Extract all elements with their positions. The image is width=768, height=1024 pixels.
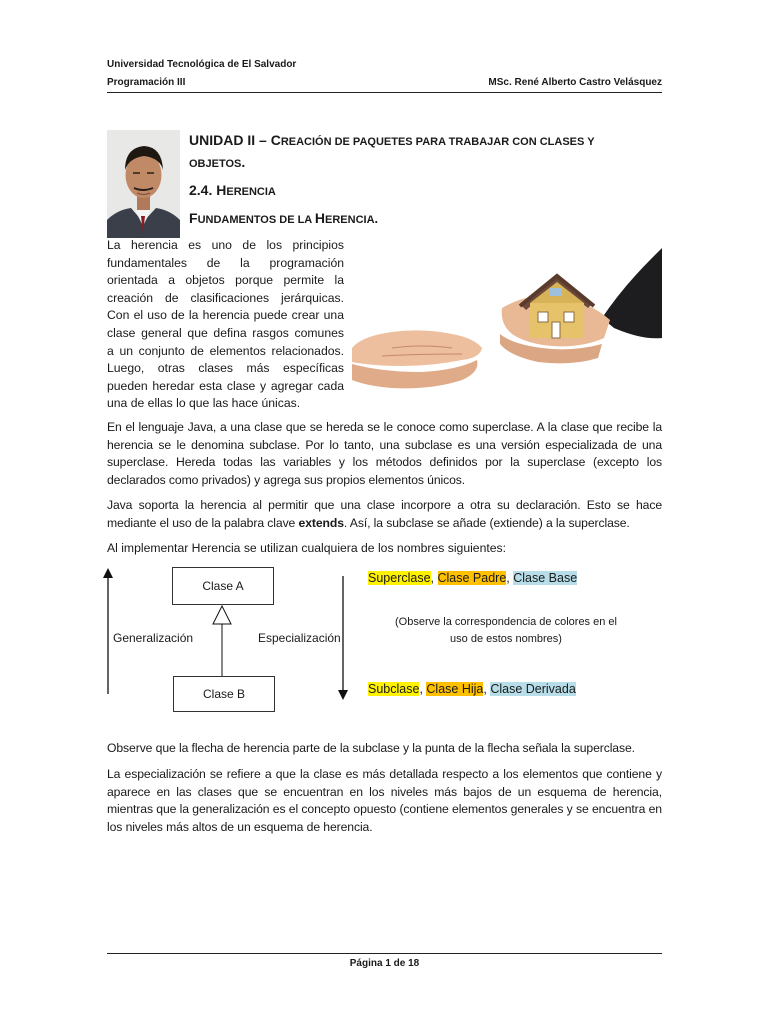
header-rule <box>107 92 662 93</box>
name-clase-base: Clase Base <box>513 571 578 585</box>
paragraph-specialization: La especialización se refiere a que la clase es más detallada respecto a los elementos que contiene y aparece en las clases que se encuentran en los niveles más bajos de un esquema de herencia, mientras que la generalización es el concepto opuesto (contiene elementos generales y se encuentra en los niveles más altos de un esquema de herencia. <box>107 767 662 834</box>
intro-paragraph: La herencia es uno de los principios fundamentales de la programación orientada a objetos porque permite la creación de clasificaciones jerárquicas. Con el uso de la herencia puede crear una clase general que defina rasgos comunes a un conjunto de elementos relacionados. Luego, otras clases más específicas pueden heredar esta clase y agregar cada una de ellas lo que las hace únicas. <box>107 238 344 411</box>
name-superclase: Superclase <box>368 571 431 585</box>
class-b-box: Clase B <box>173 676 275 712</box>
inheritance-arrowhead <box>213 606 231 624</box>
section-title: 2.4. HERENCIA <box>189 182 276 198</box>
paragraph-java: En el lenguaje Java, a una clase que se hereda se le conoce como superclase. A la clase que recibe la herencia se le denomina subclase. Por lo tanto, una subclase es una versión especializada de una superclase. Hereda todas las variables y los métodos definidos por la superclase (excepto los declarados como privados) y agrega sus propios elementos únicos. <box>107 420 662 487</box>
subsection-title: FUNDAMENTOS DE LA HERENCIA. <box>189 210 379 226</box>
class-a-box: Clase A <box>172 567 274 605</box>
name-clase-padre: Clase Padre <box>437 571 507 585</box>
color-note: (Observe la correspondencia de colores en el uso de estos nombres) <box>395 616 617 645</box>
generalization-label: Generalización <box>113 631 194 645</box>
superclass-names: Superclase, Clase Padre, Clase Base <box>368 571 578 585</box>
paragraph-extends: Java soporta la herencia al permitir que una clase incorpore a otra su declaración. Esto se hace mediante el uso de la palabra clave extends. Así, la subclase se añade (extiende) a la superclase. <box>107 498 662 530</box>
keyword-extends: extends <box>298 515 344 530</box>
header-author: MSc. René Alberto Castro Velásquez <box>488 77 662 88</box>
author-portrait <box>107 130 180 238</box>
footer-rule <box>107 953 662 954</box>
subclass-names: Subclase, Clase Hija, Clase Derivada <box>368 682 576 696</box>
hands-house-illustration <box>352 248 662 408</box>
name-subclase: Subclase <box>368 682 420 696</box>
header-university: Universidad Tecnológica de El Salvador <box>107 59 297 70</box>
header-course: Programación III <box>107 77 186 88</box>
paragraph-names: Al implementar Herencia se utilizan cualquiera de los nombres siguientes: <box>107 541 507 555</box>
specialization-label: Especialización <box>258 631 341 645</box>
page-number: Página 1 de 18 <box>349 958 420 969</box>
paragraph-arrow: Observe que la flecha de herencia parte de la subclase y la punta de la flecha señala la superclase. <box>107 741 635 755</box>
name-clase-hija: Clase Hija <box>426 682 484 696</box>
name-clase-derivada: Clase Derivada <box>490 682 576 696</box>
unit-title: UNIDAD II – CREACIÓN DE PAQUETES PARA TRABAJAR CON CLASES Y OBJETOS. <box>189 132 595 170</box>
